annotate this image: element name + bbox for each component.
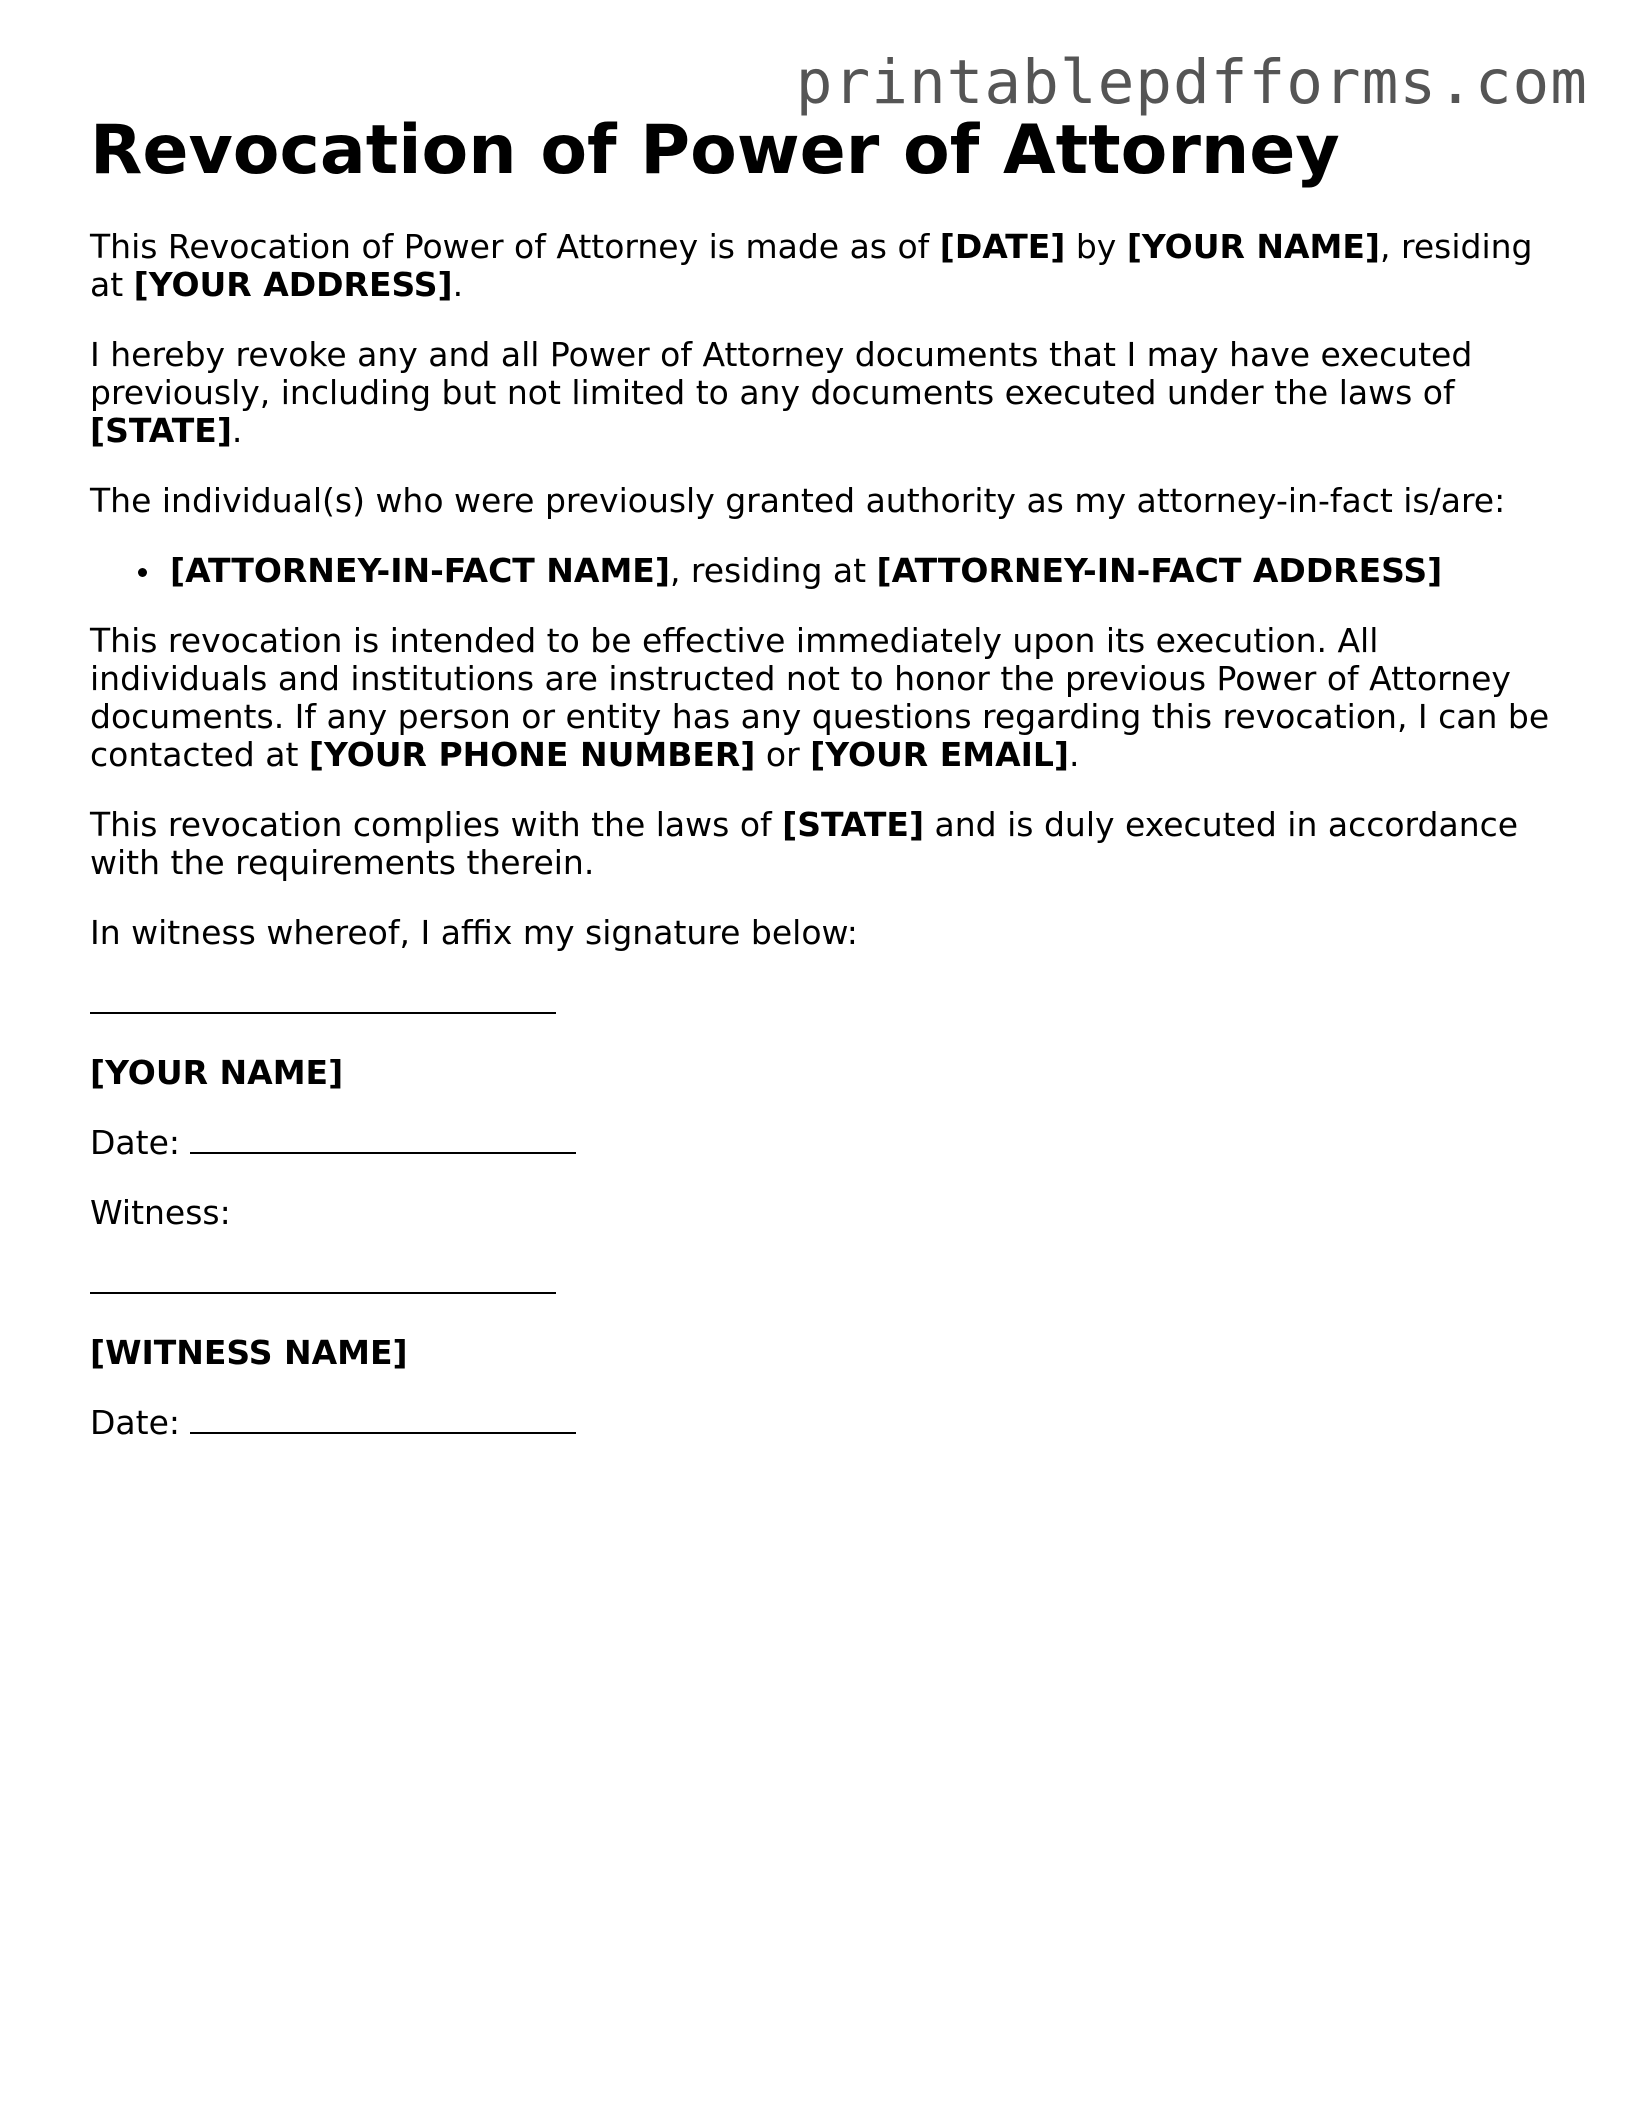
signer-signature-line[interactable] [90, 984, 556, 1014]
document-title: Revocation of Power of Attorney [90, 111, 1340, 190]
attorney-text-1: , residing at [669, 551, 877, 591]
signer-name-row [90, 1054, 1565, 1092]
date-placeholder: [DATE] [939, 227, 1066, 267]
witness-name-placeholder: [WITNESS NAME] [90, 1333, 408, 1373]
list-item [170, 552, 1565, 590]
witness-signature-line-row [90, 1264, 1565, 1302]
signer-signature-line-row [90, 984, 1565, 1022]
complies-text-2: and is duly executed in accordance with the requirements therein. [90, 805, 1519, 883]
complies-text-1: This revocation complies with the laws of [90, 805, 783, 845]
individuals-paragraph: The individual(s) who were previously granted authority as my attorney-in-fact is/are: [90, 481, 1506, 521]
complies-state-placeholder: [STATE] [782, 805, 925, 845]
signer-name-placeholder: [YOUR NAME] [90, 1053, 344, 1093]
state-placeholder: [STATE] [90, 411, 232, 451]
intro-paragraph [90, 228, 1565, 304]
signer-date-row [90, 1124, 1565, 1162]
witness-date-label: Date: [90, 1403, 191, 1443]
document-body [90, 112, 1565, 1442]
intro-text-4: . [452, 265, 464, 305]
effective-text-1: This revocation is intended to be effective immediately upon its execution. All individuals and institutions are instructed not to honor the previous Power of Attorney documents. If any person or entity has any questions regarding this revocation, I can be contacted at [90, 621, 1550, 775]
phone-placeholder: [YOUR PHONE NUMBER] [308, 735, 756, 775]
revoke-text-2: . [231, 411, 243, 451]
witness-whereof-paragraph: In witness whereof, I affix my signature below: [90, 913, 858, 953]
attorney-list [90, 552, 1565, 590]
your-address-placeholder: [YOUR ADDRESS] [133, 265, 453, 305]
attorney-address-placeholder: [ATTORNEY-IN-FACT ADDRESS] [876, 551, 1443, 591]
intro-text-3: , residing at [90, 227, 1533, 305]
intro-text-2: by [1065, 227, 1127, 267]
watermark-text: printablepdfforms.com [795, 47, 1588, 118]
effective-text-2: or [755, 735, 811, 775]
witness-date-row [90, 1404, 1565, 1442]
attorney-name-placeholder: [ATTORNEY-IN-FACT NAME] [170, 551, 670, 591]
witness-name-row [90, 1334, 1565, 1372]
revoke-paragraph [90, 336, 1565, 450]
effective-paragraph [90, 622, 1565, 774]
your-name-placeholder: [YOUR NAME] [1126, 227, 1381, 267]
witness-date-line[interactable] [190, 1404, 576, 1434]
intro-text-1: This Revocation of Power of Attorney is made as of [90, 227, 940, 267]
revoke-text-1: I hereby revoke any and all Power of Attorney documents that I may have executed previously, including but not limited to any documents executed under the laws of [90, 335, 1473, 413]
email-placeholder: [YOUR EMAIL] [810, 735, 1070, 775]
witness-label: Witness: [90, 1193, 231, 1233]
witness-signature-line[interactable] [90, 1264, 556, 1294]
effective-text-3: . [1069, 735, 1080, 775]
complies-paragraph [90, 806, 1565, 882]
signer-date-line[interactable] [190, 1124, 576, 1154]
signer-date-label: Date: [90, 1123, 191, 1163]
